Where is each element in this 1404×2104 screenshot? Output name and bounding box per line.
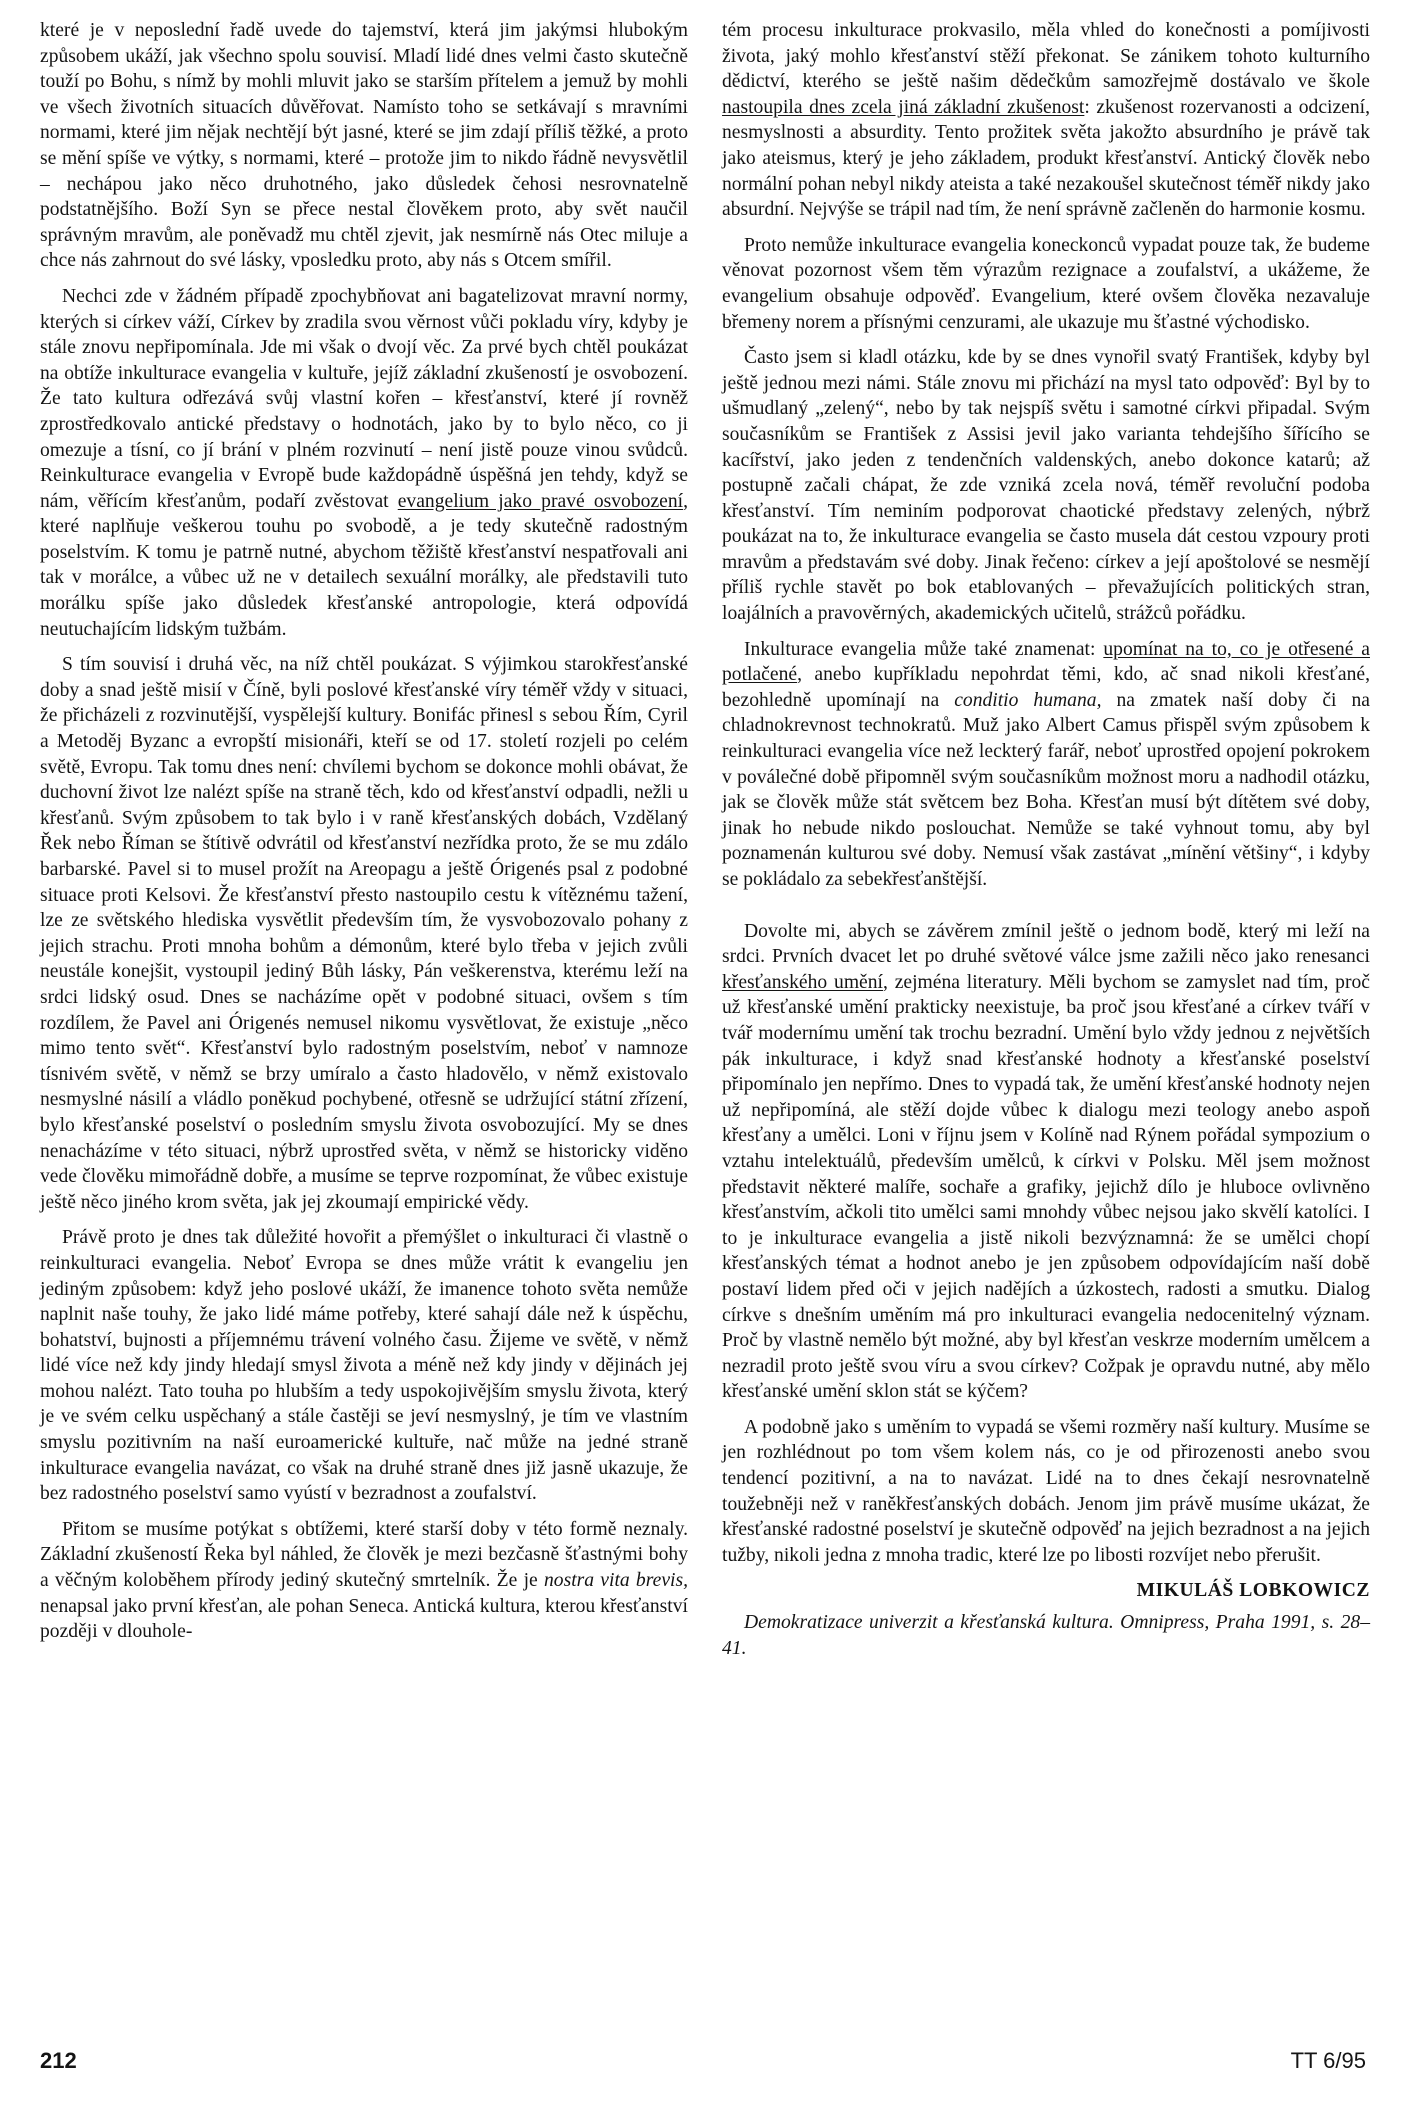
paragraph bbox=[40, 1225, 688, 1507]
paragraph bbox=[40, 284, 688, 642]
text-run: na zmatek naší doby či na chladnokrevnost technokratů. Muž jako Albert Camus přispěl svým způsobem k reinkulturaci evangelia více než leckterý farář, neboť uprostřed opojení pokrokem v poválečné době připomněl svým současníkům možnost moru a nadhodil otázku, jak se člověk může stát světcem bez Boha. Křesťan musí být dítětem své doby, jinak ho nebude nikdo poslouchat. Nemůže se také vyhnout tomu, aby byl poznamenán kulturou své doby. Nemusí však zastávat „mínění většiny“, i kdyby se pokládalo za sebekřesťanštější. bbox=[722, 689, 1370, 890]
text-run: Právě proto je dnes tak důležité hovořit a přemýšlet o inkulturaci či vlastně o reinkulturaci evangelia. Neboť Evropa se dnes může vrátit k evangeliu jen jediným způsobem: když jeho poslové ukáží, že imanence tohoto světa nemůže naplnit naše touhy, že jako lidé máme potřeby, které sahají dále než k úspěchu, bohatství, bujnosti a příjemnému trávení volného času. Žijeme ve světě, v němž lidé více než kdy jindy hledají smysl života a méně než kdy jindy v dějinách jej mohou nalézt. Tato touha po hlubším a tedy uspokojivějším smyslu života, který je ve svém celku uspěchaný a stále častěji se jeví nesmyslný, je tím ve vlastním smyslu pozitivním na naší euroamerické kultuře, nač může na jedné straně inkulturace evangelia navázat, co však na druhé straně dnes již jasně ukazuje, že bez radostného poselství samo vyústí v bezradnost a zoufalství. bbox=[40, 1227, 688, 1505]
text-run: , zejména literatury. Měli bychom se zamyslet nad tím, proč už křesťanské umění prakticky neexistuje, ba proč jsou křesťané a církev tváří v tvář modernímu umění tak trochu bezradní. Umění bylo vždy jednou z největších pák inkulturace, i když snad křesťanské hodnoty a křesťanské poselství připomínalo jen nepřímo. Dnes to vypadá tak, že umění křesťanské hodnoty nejen už nepřipomíná, ale stěží dojde vůbec k dialogu mezi teology anebo aspoň křesťany a umělci. Loni v říjnu jsem v Kolíně nad Rýnem pořádal sympozium o vztahu intelektuálů, především umělců, k církvi v Polsku. Měl jsem možnost představit některé malíře, sochaře a grafiky, jejichž dílo je hluboce ovlivněno křesťanstvím, ačkoli tito umělci sami mnohdy vůbec nejsou jako skvělí katolíci. I to je inkulturace evangelia a jistě nikoli bezvýznamná: že se umělci chopí křesťanských témat a hodnot anebo je jen způsobem odpovídajícím naší době postaví lidem před oči v jejich nadějích a úzkostech, radosti a smutku. Dialog církve s dnešním uměním má pro inkulturaci evangelia nedocenitelný význam. Proč by vlastně nemělo být možné, aby byl křesťan veskrze moderním umělcem a nezradil proto ještě svou víru a svou církev? Cožpak je opravdu nutné, aby mělo křesťanské umění sklon stát se kýčem? bbox=[722, 971, 1370, 1403]
right-column-paragraphs bbox=[722, 18, 1370, 1568]
paragraph bbox=[722, 637, 1370, 893]
text-run: Dovolte mi, abych se závěrem zmínil ještě o jednom bodě, který mi leží na srdci. Prvních dvacet let po druhé světové válce jsme zažili něco jako renesanci bbox=[722, 920, 1370, 968]
paragraph bbox=[722, 1415, 1370, 1569]
text-run: A podobně jako s uměním to vypadá se všemi rozměry naší kultury. Musíme se jen rozhlédnout po tom všem kolem nás, co je od přirozenosti anebo svou tendencí pozitivní, a na to navázat. Lidé na to dnes čekají nesrovnatelně toužebněji než v raněkřesťanských dobách. Jenom jim právě musíme ukázat, že křesťanské radostné poselství je skutečně odpověď na jejich bezradnost a na jejich tužby, nikoli jedna z mnoha tradic, které lze po libosti rozvíjet nebo přerušit. bbox=[722, 1416, 1370, 1566]
text-run: tém procesu inkulturace prokvasilo, měla vhled do konečnosti a pomíjivosti života, jaký mohlo křesťanství stěží překonat. Se zánikem tohoto kulturního dědictví, kterého se ještě našim dědečkům samozřejmě dostávalo ve škole bbox=[722, 20, 1370, 93]
paragraph bbox=[722, 233, 1370, 335]
text-run: které je v neposlední řadě uvede do tajemství, která jim jakýmsi hlubokým způsobem ukáží, jak všechno spolu souvisí. Mladí lidé dnes velmi často skutečně touží po Bohu, s nímž by mohli mluvit jako se starším přítelem a jemuž by mohli ve všech životních situacích důvěřovat. Namísto toho se setkávají s mravními normami, které jim nějak nechtějí být jasné, které se jim zdají příliš těžké, a proto se mění spíše ve výtky, s normami, které – protože jim to nikdo řádně nevysvětlil – nechápou jako něco druhotného, jako důsledek čehosi nesrovnatelně podstatnějšího. Boží Syn se přece nestal člověkem proto, aby svět naučil správným mravům, ale poněvadž mu chtěl zjevit, jak nesmírně nás Otec miluje a chce nás zahrnout do své lásky, vposledku proto, aby nás s Otcem smířil. bbox=[40, 20, 688, 272]
paragraph bbox=[40, 1517, 688, 1645]
right-column bbox=[722, 18, 1370, 1671]
text-run: , které naplňuje veškerou touhu po svobodě, a je tedy skutečně radostným poselstvím. K tomu je patrně nutné, abychom těžiště křesťanství nespatřovali ani tak v morálce, a vůbec už ne v detailech sexuální morálky, ale představili tuto morálku spíše jako důsledek křesťanské antropologie, která odpovídá neutuchajícím lidským tužbám. bbox=[40, 490, 688, 640]
author-name: MIKULÁŠ LOBKOWICZ bbox=[1136, 1580, 1370, 1602]
paragraph bbox=[40, 652, 688, 1215]
text-run: Často jsem si kladl otázku, kde by se dnes vynořil svatý František, kdyby byl ještě jednou mezi námi. Stále znovu mi přichází na mysl tato odpověď: Byl by to ušmudlaný „zelený“, nebo by tak nejspíš světu i samotné církvi připadal. Svým současníkům se František z Assisi jevil jako varianta tehdejšího šířícího se kacířství, jako jeden z tendenčních valdenských, anebo dokonce katarů; až postupně začali chápat, že zde vzniká zcela nová, téměř revoluční podoba křesťanství. Tím neminím podporovat chaotické představy zelených, nýbrž poukázat na to, že inkulturace evangelia se často musela dát cestou vzpoury proti mravům a představám své doby. Jinak řečeno: církev a její apoštolové se nesmějí příliš rychle stavět po bok etablovaných – převažujících politických stran, loajálních a pravověrných, akademických učitelů, strážců pořádku. bbox=[722, 347, 1370, 625]
paragraph bbox=[722, 345, 1370, 627]
source-citation: Demokratizace univerzit a křesťanská kultura. Omnipress, Praha 1991, s. 28–41. bbox=[722, 1612, 1370, 1659]
left-column bbox=[40, 18, 688, 1655]
paragraph bbox=[40, 18, 688, 274]
underlined-text: nastoupila dnes zcela jiná základní zkušenost bbox=[722, 96, 1085, 118]
paragraph bbox=[722, 18, 1370, 223]
paragraph bbox=[722, 919, 1370, 1405]
underlined-text: evangelium jako pravé osvobození bbox=[397, 490, 684, 512]
text-run: Přitom se musíme potýkat s obtížemi, které starší doby v této formě neznaly. Základní zkušeností Řeka byl náhled, že člověk je mezi bezčasně šťastnými bohy a věčným koloběhem přírody jediný skutečný smrtelník. Že je bbox=[40, 1518, 688, 1592]
text-run: Inkulturace evangelia může také znamenat: bbox=[744, 638, 1104, 660]
page-footer bbox=[40, 2048, 1366, 2080]
text-run: , anebo kupříkladu nepohrdat těmi, kdo, ač snad nikoli křesťané, bezohledně upomínají na bbox=[722, 664, 1370, 711]
italic-text: conditio humana, bbox=[954, 689, 1102, 711]
text-run: Proto nemůže inkulturace evangelia koneckonců vypadat pouze tak, že budeme věnovat pozornost všem těm výrazům rezignace a zoufalství, a ukážeme, že evangelium obsahuje odpověď. Evangelium, které ovšem člověka nezavaluje břemeny norem a přísnými cenzurami, ale ukazuje mu šťastné východisko. bbox=[722, 234, 1370, 333]
italic-text: nostra vita brevis, bbox=[543, 1570, 688, 1592]
text-run: nenapsal jako první křesťan, ale pohan Seneca. Antická kultura, kterou křesťanství později v dlouhole- bbox=[40, 1595, 688, 1643]
underlined-text: upomínat na to, co je otřesené a potlačené bbox=[722, 638, 1370, 686]
underlined-text: křesťanského umění bbox=[722, 971, 883, 993]
journal-issue: TT 6/95 bbox=[1290, 2048, 1366, 2073]
text-run: : zkušenost rozervanosti a odcizení, nesmyslnosti a absurdity. Tento prožitek světa jakožto absurdního je právě tak jako ateismus, který je jeho základem, produkt křesťanství. Antický člověk nebo normální pohan nebyl nikdy ateista a také nezakoušel skutečnost téměř nikdy jako absurdní. Nejvýše se trápil nad tím, že není správně začleněn do harmonie kosmu. bbox=[722, 96, 1370, 221]
page-number: 212 bbox=[40, 2048, 77, 2073]
text-run: Nechci zde v žádném případě zpochybňovat ani bagatelizovat mravní normy, kterých si církev váží, Církev by zradila svou věrnost vůči pokladu víry, kdyby je stále znovu nepřipomínala. Jde mi však o dvojí věc. Za prvé bych chtěl poukázat na obtíže inkulturace evangelia v kultuře, jejíž základní zkušeností je osvobození. Že tato kultura odřezává svůj vlastní kořen – křesťanství, které jí rovněž zprostředkovalo antické představy o hodnotách, jako by to bylo něco, co ji omezuje a tísní, co jí brání v plném rozvinutí – není jistě pouze vinou svůdců. Reinkulturace evangelia v Evropě bude každopádně úspěšná jen tehdy, když se nám, věřícím křesťanům, podaří zvěstovat bbox=[40, 285, 688, 512]
text-run: S tím souvisí i druhá věc, na níž chtěl poukázat. S výjimkou starokřesťanské doby a snad ještě misií v Číně, byli poslové křesťanské víry téměř vždy v situaci, že přicházeli z rozvinutější, vyspělejší kultury. Bonifác přinesl s sebou Řím, Cyril a Metoděj Byzanc a evropští misionáři, kteří se od 17. století rozjeli po celém světě, Evropu. Tak tomu dnes není: chvílemi bychom se dokonce mohli obávat, že duchovní život lze nalézt spíše na straně těch, kdo od křesťanství odpadli, nežli u křesťanů. Svým způsobem to tak bylo i v raně křesťanských dobách, Vzdělaný Řek nebo Říman se štítivě odvrátil od křesťanství nezřídka proto, že se mu zdálo barbarské. Pavel si to musel prožít na Areopagu a ještě Órigenés psal z podobné situace proti Kelsovi. Že křesťanství přesto nastoupilo cestu k vítěznému tažení, lze ze světského hlediska vysvětlit především tím, že vysvobozovalo pohany z jejich strachu. Proti mnoha bohům a démonům, které bylo třeba v jejich zvůli neustále konejšit, vystoupil jediný Bůh lásky, Pán veškerenstva, kterému leží na srdci lidský osud. Dnes se nacházíme opět v podobné situaci, ovšem s tím rozdílem, že Pavel ani Órigenés nemusel nikomu vysvětlovat, že existuje „něco mimo tento svět“. Křesťanství bylo radostným poselstvím, neboť v namnoze tísnivém světě, v němž se brzy umíralo a často hladovělo, v němž existovalo nesmyslné násilí a vládlo poněkud pochybené, otřesně se udržující státní zřízení, bylo křesťanské poselství o posledním smyslu života osvobozující. My se dnes nenacházíme v této situaci, nýbrž uprostřed světa, v němž se historicky viděno vede člověku mimořádně dobře, a musíme se teprve rozpomínat, že vůbec existuje ještě něco jiného krom světa, jak jej zkoumají empirické vědy. bbox=[40, 654, 688, 1213]
